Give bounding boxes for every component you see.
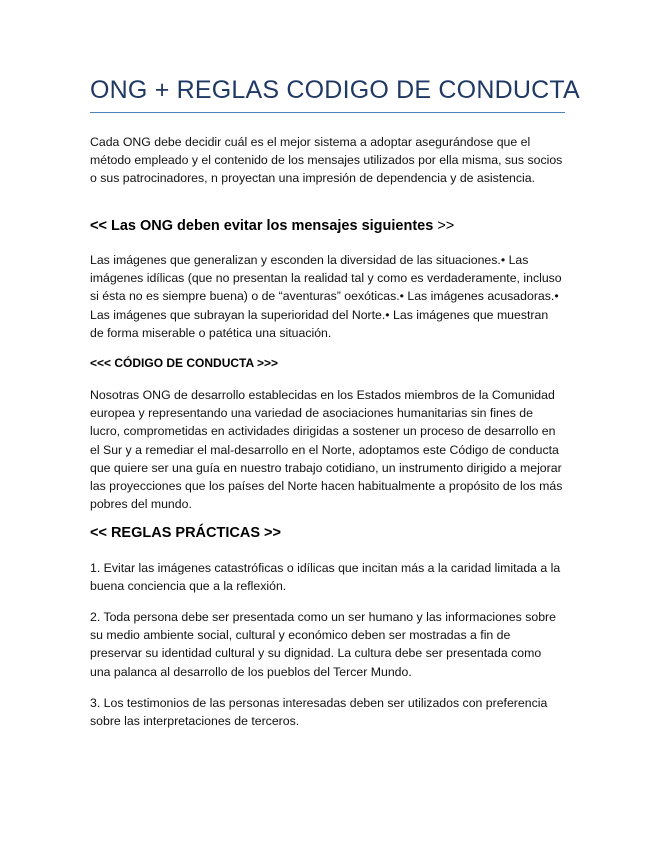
mensajes-paragraph: Las imágenes que generalizan y esconden la diversidad de las situaciones.• Las imágenes idílicas (que no presentan la realidad tal y como es verdaderamente, incluso si ésta no es siempre buena) o de “aventuras” oexóticas.• Las imágenes acusadoras.• Las imágenes que subrayan la superioridad del Norte.• Las imágenes que muestran de forma miserable o patética una situación.	[90, 253, 562, 340]
section-heading-reglas: << REGLAS PRÁCTICAS >>	[90, 525, 281, 541]
section-heading-mensajes-main: << Las ONG deben evitar los mensajes siguientes	[90, 218, 434, 234]
page-title: ONG + REGLAS CODIGO DE CONDUCTA	[90, 76, 580, 104]
section-heading-mensajes	[90, 218, 565, 234]
section-heading-mensajes-tail: >>	[433, 218, 455, 234]
section-heading-codigo: <<< CÓDIGO DE CONDUCTA >>>	[90, 356, 279, 370]
intro-paragraph: Cada ONG debe decidir cuál es el mejor sistema a adoptar asegurándose que el método empleado y el contenido de los mensajes utilizados por ella misma, sus socios o sus patrocinadores, n proyectan una impresión de dependencia y de asistencia.	[90, 135, 563, 186]
rule-item-2: 2. Toda persona debe ser presentada como un ser humano y las informaciones sobre su medio ambiente social, cultural y económico deben ser mostradas a fin de preservar su identidad cultural y su dignidad. La cultura debe ser presentada como una palanca al desarrollo de los pueblos del Tercer Mundo.	[90, 610, 556, 679]
codigo-paragraph: Nosotras ONG de desarrollo establecidas en los Estados miembros de la Comunidad europea y representando una variedad de asociaciones humanitarias sin fines de lucro, comprometidas en actividades dirigidas a sostener un proceso de desarrollo en el Sur y a remediar el mal-desarrollo en el Norte, adoptamos este Código de conducta que quiere ser una guía en nuestro trabajo cotidiano, un instrumento dirigido a mejorar las proyecciones que los países del Norte hacen habitualmente a propósito de los más pobres del mundo.	[90, 388, 563, 512]
rule-item-1: 1. Evitar las imágenes catastróficas o idílicas que incitan más a la caridad limitada a la buena conciencia que a la reflexión.	[90, 561, 561, 594]
rule-item-3: 3. Los testimonios de las personas interesadas deben ser utilizados con preferencia sobre las interpretaciones de terceros.	[90, 696, 548, 729]
title-divider	[90, 112, 565, 113]
